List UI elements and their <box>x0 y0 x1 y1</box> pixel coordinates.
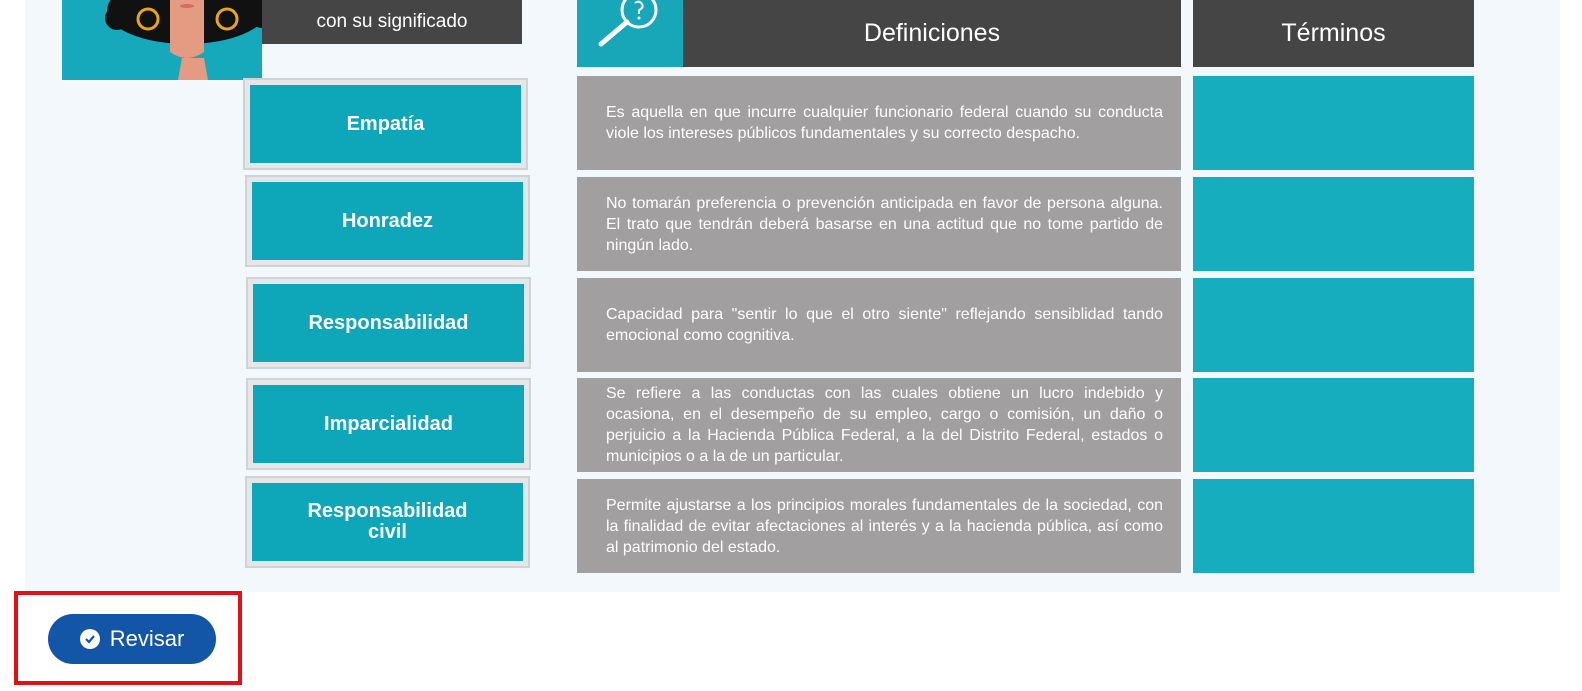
instructions-subtitle: con su significado <box>262 0 522 44</box>
definition-2: No tomarán preferencia o prevención anticipada en favor de persona alguna. El trato que tendrán deberá basarse en una actitud que no tome partido de ningún lado. <box>577 177 1181 271</box>
definition-4: Se refiere a las conductas con las cuales obtiene un lucro indebido y ocasiona, en el desempeño de su empleo, cargo o comisión, un daño o perjuicio a la Hacienda Pública Federal, a la del Distrito Federal, estados o municipios o a la de un particular. <box>577 378 1181 472</box>
term-drop-zone-1[interactable] <box>1193 76 1474 170</box>
term-drop-zone-4[interactable] <box>1193 378 1474 472</box>
term-drop-zone-3[interactable] <box>1193 278 1474 372</box>
review-button[interactable] <box>48 614 216 664</box>
term-label: Imparcialidad <box>253 385 524 463</box>
term-label: Responsabilidad civil <box>252 483 523 561</box>
terms-header: Términos <box>1193 0 1474 67</box>
term-card-honradez[interactable] <box>245 175 530 267</box>
term-drop-zone-5[interactable] <box>1193 479 1474 573</box>
search-tip-icon-block <box>577 0 683 67</box>
magnifier-icon <box>577 0 683 67</box>
term-label: Empatía <box>250 85 521 163</box>
term-card-empatia[interactable] <box>243 78 528 170</box>
term-card-responsabilidad[interactable] <box>246 277 531 369</box>
definition-1: Es aquella en que incurre cualquier funcionario federal cuando su conducta viole los intereses públicos fundamentales y su correcto despacho. <box>577 76 1181 170</box>
definition-3: Capacidad para "sentir lo que el otro siente" reflejando sensiblidad tando emocional como cognitiva. <box>577 278 1181 372</box>
term-label: Responsabilidad <box>253 284 524 362</box>
definitions-header: Definiciones <box>683 0 1181 67</box>
term-card-imparcialidad[interactable] <box>246 378 531 470</box>
term-drop-zone-2[interactable] <box>1193 177 1474 271</box>
instructions-header <box>62 0 522 80</box>
definition-5: Permite ajustarse a los principios morales fundamentales de la sociedad, con la finalidad de evitar afectaciones al interés y a la hacienda pública, así como al patrimonio del estado. <box>577 479 1181 573</box>
term-label: Honradez <box>252 182 523 260</box>
character-illustration-icon <box>82 0 272 80</box>
review-button-label: Revisar <box>109 626 185 651</box>
term-card-responsabilidad-civil[interactable] <box>245 476 530 568</box>
check-circle-icon <box>80 629 100 649</box>
